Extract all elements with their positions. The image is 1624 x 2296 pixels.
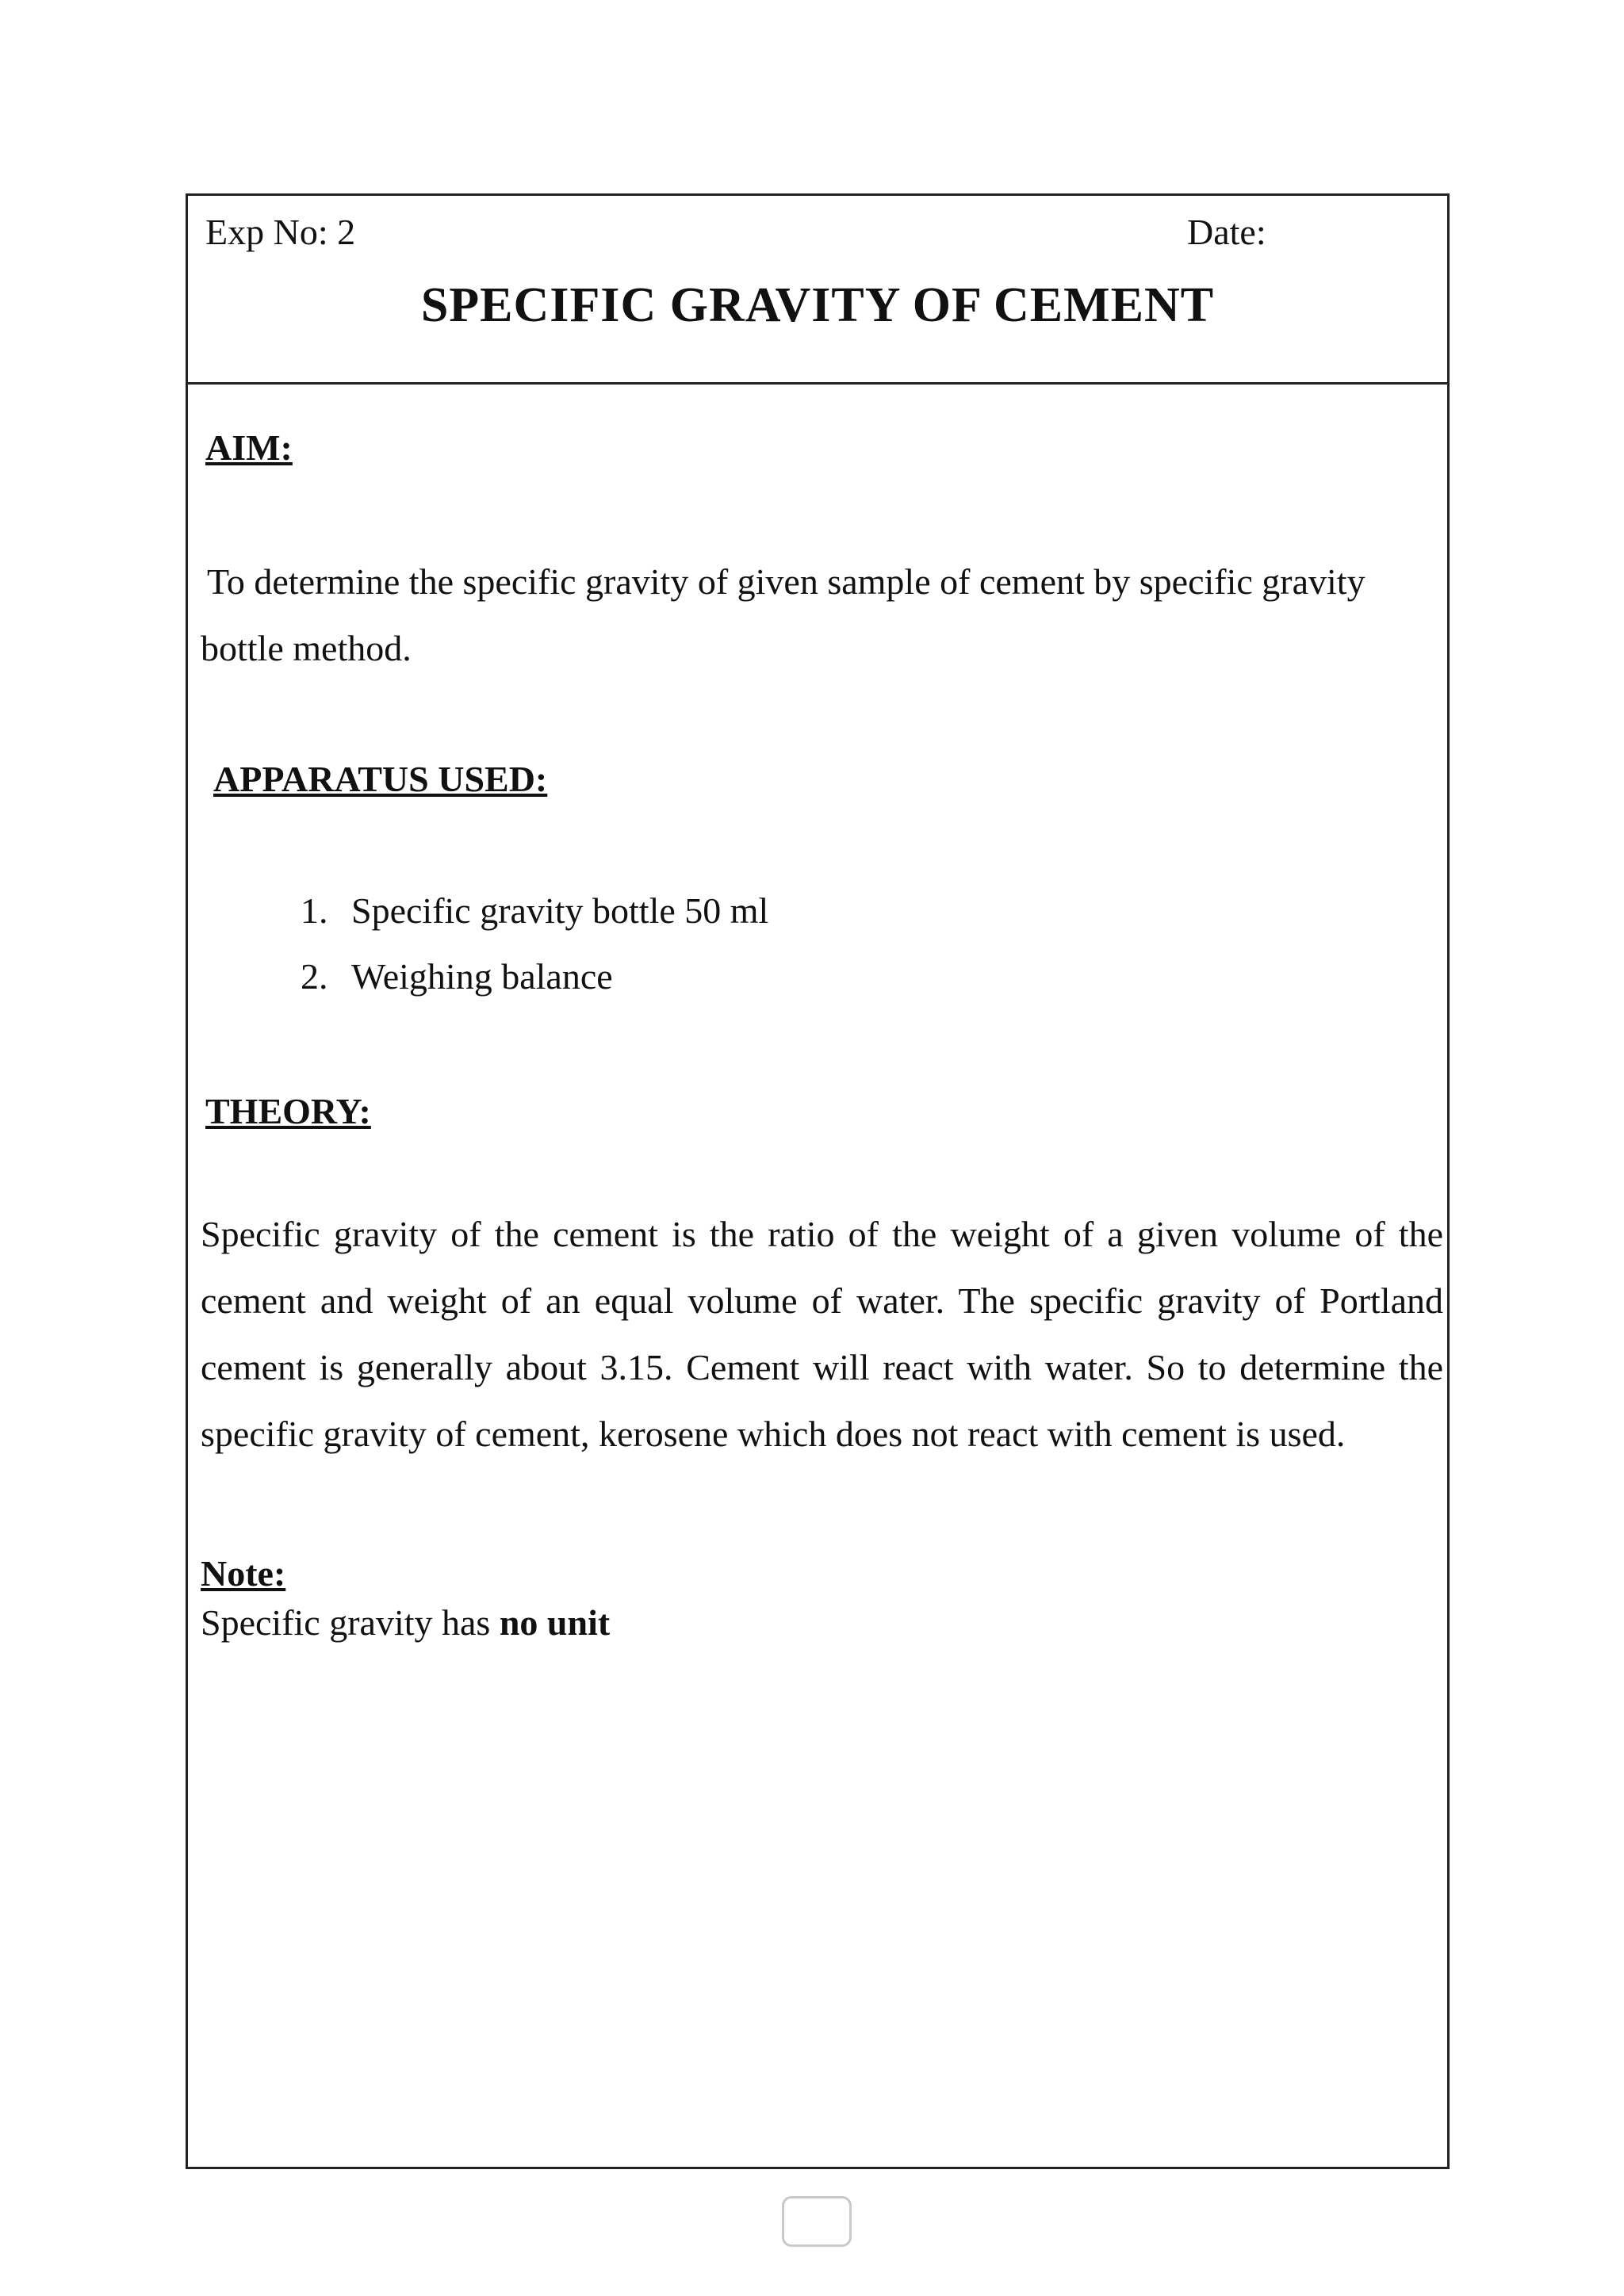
aim-text: To determine the specific gravity of given sample of cement by specific gravity bottle method. [201, 561, 1365, 668]
header-section [188, 196, 1447, 385]
note-heading: Note: [201, 1553, 286, 1594]
page-title: SPECIFIC GRAVITY OF CEMENT [420, 278, 1215, 332]
theory-heading: THEORY: [205, 1091, 371, 1131]
date-label: Date: [1187, 212, 1266, 252]
theory-text: Specific gravity of the cement is the ratio of the weight of a given volume of the cement and weight of an equal volume of water. The specific gravity of Portland cement is generally about 3.15. Cement will react with water. So to determine the specific gravity of cement, kerosene which does not react with cement is used. [201, 1214, 1443, 1454]
list-item-number: 2. [301, 956, 328, 997]
list-item [301, 953, 613, 1001]
note-text-prefix: Specific gravity has [201, 1602, 500, 1643]
note-text-bold: no unit [499, 1602, 611, 1643]
list-item [301, 887, 768, 935]
page-number-box [782, 2196, 852, 2247]
list-item-text: Weighing balance [351, 956, 613, 997]
page-frame [186, 193, 1450, 2169]
note-text [201, 1599, 1443, 1647]
aim-heading: AIM: [205, 427, 293, 468]
list-item-text: Specific gravity bottle 50 ml [351, 890, 769, 931]
list-item-number: 1. [301, 890, 328, 931]
apparatus-heading: APPARATUS USED: [213, 759, 548, 799]
experiment-number: Exp No: 2 [205, 212, 356, 252]
